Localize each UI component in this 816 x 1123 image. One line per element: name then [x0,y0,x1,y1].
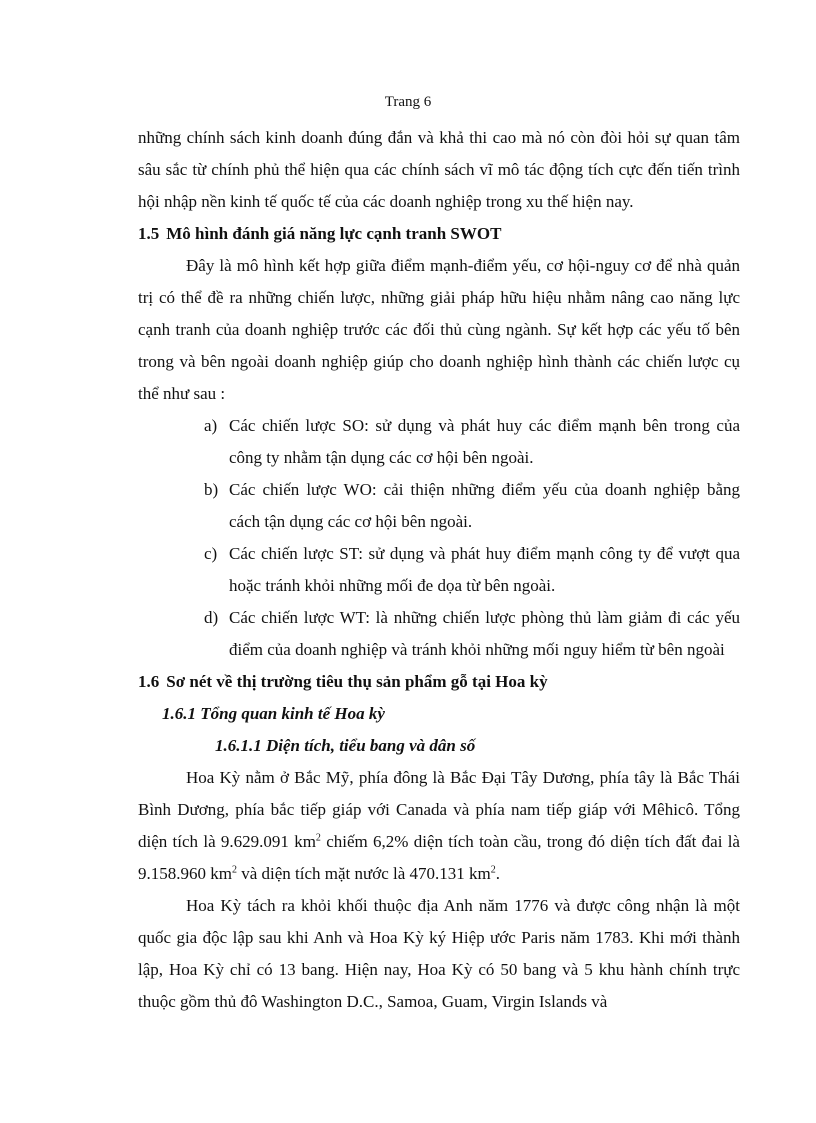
list-item [204,410,740,474]
section-heading-1-5 [138,218,740,250]
list-item-text: Các chiến lược WT: là những chiến lược phòng thủ làm giảm đi các yếu điểm của doanh nghiệp và tránh khỏi những mối nguy hiểm từ bên ngoài [229,608,740,659]
history-paragraph: Hoa Kỳ tách ra khỏi khối thuộc địa Anh năm 1776 và được công nhận là một quốc gia độc lập sau khi Anh và Hoa Kỳ ký Hiệp ước Paris năm 1783. Khi mới thành lập, Hoa Kỳ chỉ có 13 bang. Hiện nay, Hoa Kỳ có 50 bang và 5 khu hành chính trực thuộc gồm thủ đô Washington D.C., Samoa, Guam, Virgin Islands và [138,896,740,1011]
area-text: chiếm 6,2% diện tích toàn cầu, trong đó diện tích đất đai là 9.158.960 km [138,832,740,883]
swot-paragraph: Đây là mô hình kết hợp giữa điểm mạnh-điểm yếu, cơ hội-nguy cơ để nhà quản trị có thể đề ra những chiến lược, những giải pháp hữu hiệu nhằm nâng cao năng lực cạnh tranh của doanh nghiệp trước các đối thủ cùng ngành. Sự kết hợp các yếu tố bên trong và bên ngoài doanh nghiệp giúp cho doanh nghiệp hình thành các chiến lược cụ thể như sau : [138,256,740,403]
section-heading-1-6 [138,666,740,698]
page-content [138,122,740,1018]
section-number: 1.5 [138,224,160,243]
superscript: 2 [315,832,321,844]
superscript: 2 [231,864,237,876]
area-text: Hoa Kỳ nằm ở Bắc Mỹ, phía đông là Bắc Đại Tây Dương, phía tây là Bắc Thái Bình Dương, phía bắc tiếp giáp với Canada và phía nam tiếp giáp với Mêhicô. Tổng diện tích là 9.629.091 km [138,768,740,851]
list-item-text: Các chiến lược WO: cải thiện những điểm yếu của doanh nghiệp bằng cách tận dụng các cơ hội bên ngoài. [229,480,740,531]
strategy-list [138,410,740,666]
area-text: . [495,864,501,883]
list-item [204,538,740,602]
list-item [204,474,740,538]
superscript: 2 [490,864,496,876]
section-title: Sơ nét về thị trường tiêu thụ sản phẩm gỗ tại Hoa kỳ [166,672,548,691]
section-number: 1.6 [138,672,160,691]
subsection-heading-1-6-1: 1.6.1 Tổng quan kinh tế Hoa kỳ [162,704,385,723]
area-paragraph [138,762,740,890]
page-header: Trang 6 [384,94,432,110]
list-item [204,602,740,666]
list-marker: b) [204,480,219,499]
list-marker: d) [204,608,219,627]
subsection-heading-1-6-1-1: 1.6.1.1 Diện tích, tiểu bang và dân số [215,736,476,755]
list-marker: a) [204,416,218,435]
section-title: Mô hình đánh giá năng lực cạnh tranh SWOT [166,224,502,243]
list-item-text: Các chiến lược ST: sử dụng và phát huy điểm mạnh công ty để vượt qua hoặc tránh khỏi những mối đe dọa từ bên ngoài. [229,544,740,595]
list-item-text: Các chiến lược SO: sử dụng và phát huy các điểm mạnh bên trong của công ty nhằm tận dụng các cơ hội bên ngoài. [229,416,740,467]
area-text: và diện tích mặt nước là 470.131 km [236,864,491,883]
list-marker: c) [204,544,218,563]
intro-paragraph: những chính sách kinh doanh đúng đắn và khả thi cao mà nó còn đòi hỏi sự quan tâm sâu sắc từ chính phủ thể hiện qua các chính sách vĩ mô tác động tích cực đến tiến trình hội nhập nền kinh tế quốc tế của các doanh nghiệp trong xu thế hiện nay. [138,128,740,211]
